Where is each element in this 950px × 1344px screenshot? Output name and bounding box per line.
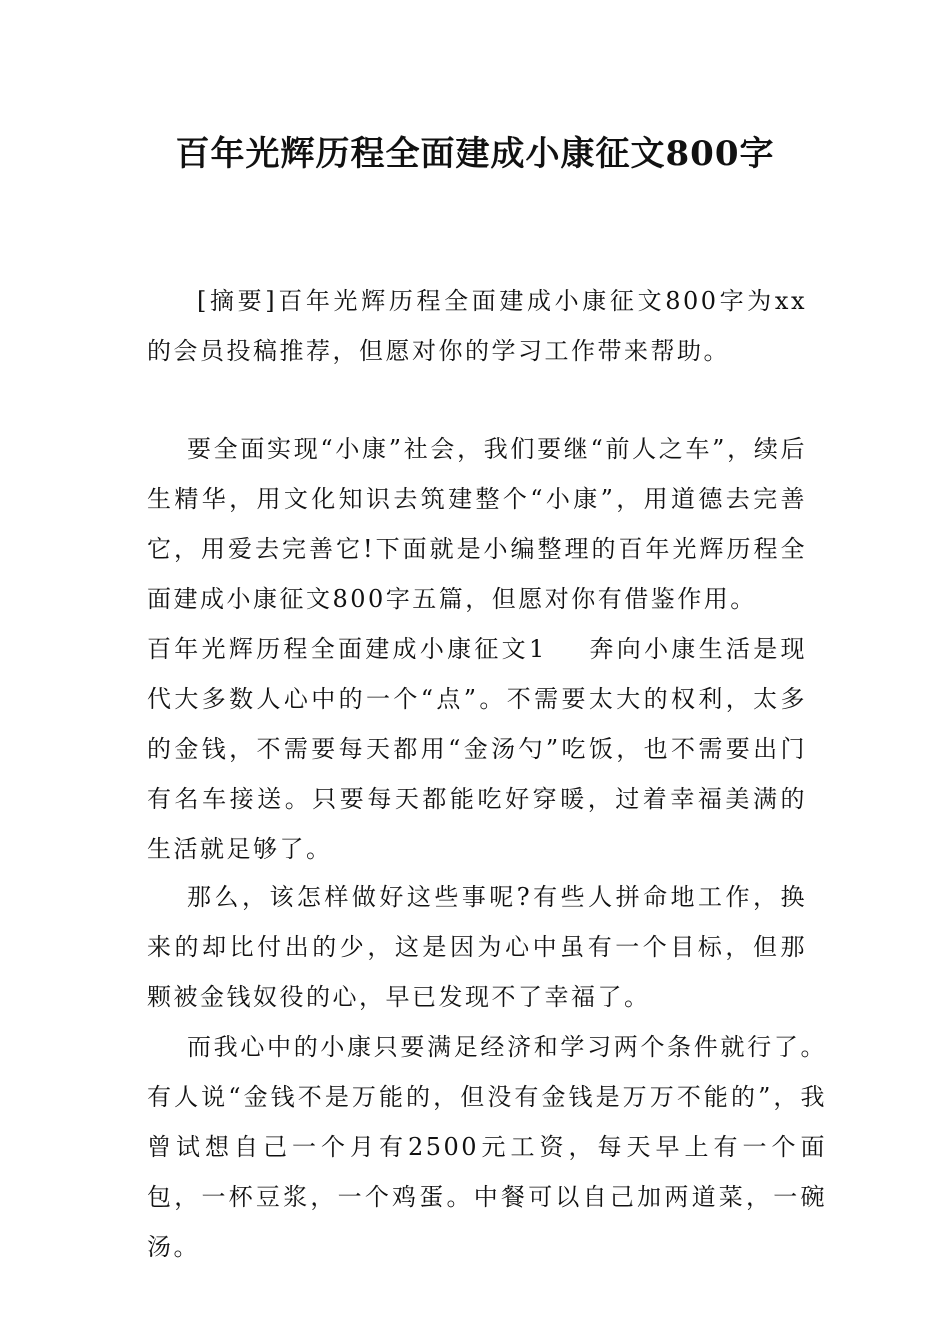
- abstract-paragraph: [摘要]百年光辉历程全面建成小康征文800字为xx的会员投稿推荐，但愿对你的学习工作带来帮助。: [147, 287, 807, 365]
- document-title: 百年光辉历程全面建成小康征文800字: [175, 134, 775, 174]
- section-1-paragraph: [147, 624, 807, 874]
- body-paragraph-2: 那么，该怎样做好这些事呢?有些人拼命地工作，换来的却比付出的少，这是因为心中虽有一个目标，但那颗被金钱奴役的心，早已发现不了幸福了。: [147, 883, 807, 1011]
- section-heading: 百年光辉历程全面建成小康征文1: [147, 635, 547, 663]
- intro-paragraph: 要全面实现“小康”社会，我们要继“前人之车”，续后生精华，用文化知识去筑建整个“小康”，用道德去完善它，用爱去完善它!下面就是小编整理的百年光辉历程全面建成小康征文800字五篇，但愿对你有借鉴作用。: [147, 435, 807, 613]
- section-first-paragraph: 奔向小康生活是现代大多数人心中的一个“点”。不需要太大的权利，太多的金钱，不需要每天都用“金汤勺”吃饭，也不需要出门有名车接送。只要每天都能吃好穿暖，过着幸福美满的生活就足够了。: [147, 635, 807, 863]
- body-paragraph-3: 而我心中的小康只要满足经济和学习两个条件就行了。有人说“金钱不是万能的，但没有金钱是万万不能的”，我曾试想自己一个月有2500元工资，每天早上有一个面包，一杯豆浆，一个鸡蛋。中餐可以自己加两道菜，一碗汤。: [147, 1033, 827, 1261]
